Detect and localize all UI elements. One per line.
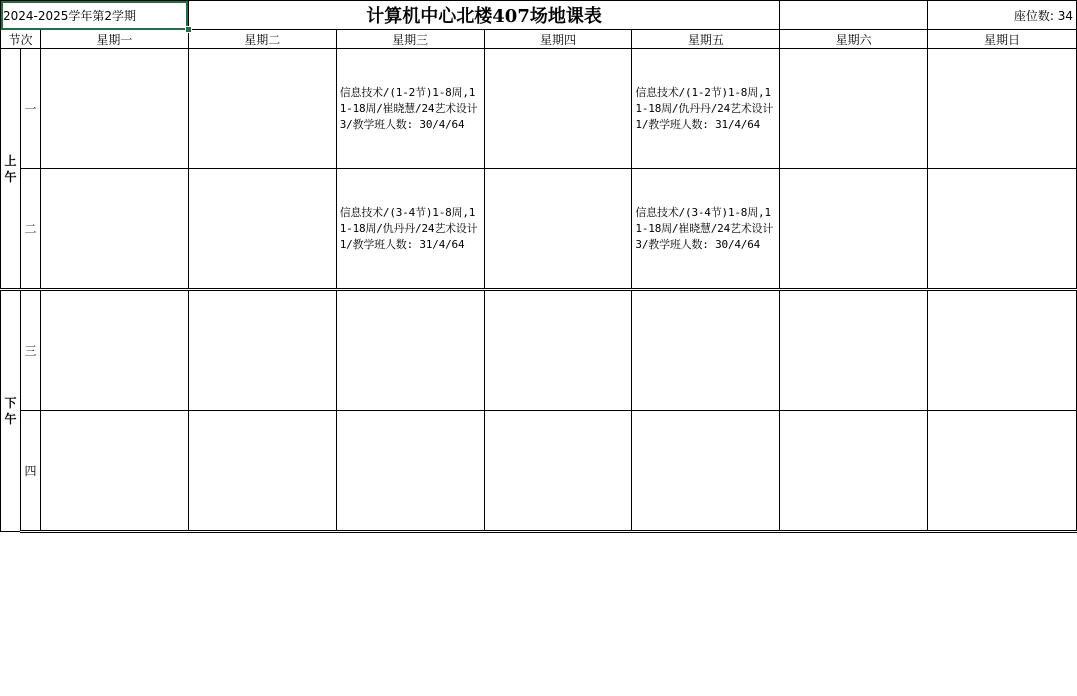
course-text: 信息技术/(1-2节)1-8周,11-18周/崔晓慧/24艺术设计3/教学班人数: 30/4/64 — [339, 85, 478, 131]
afternoon-label-cell[interactable] — [1, 290, 21, 532]
sheet-title-cell[interactable] — [188, 1, 779, 30]
schedule-cell[interactable] — [928, 290, 1077, 411]
schedule-cell[interactable] — [336, 411, 484, 532]
schedule-cell[interactable] — [40, 290, 188, 411]
period-row-1 — [1, 49, 1077, 169]
day-header-mon[interactable] — [40, 30, 188, 49]
period-row-2 — [1, 169, 1077, 290]
day-header-thu[interactable] — [484, 30, 632, 49]
schedule-cell[interactable] — [188, 290, 336, 411]
schedule-cell[interactable] — [780, 169, 928, 290]
day-label: 星期一 — [96, 32, 133, 47]
schedule-cell[interactable] — [40, 169, 188, 290]
schedule-cell[interactable] — [484, 49, 632, 169]
period-header-cell[interactable] — [1, 30, 41, 49]
schedule-cell[interactable] — [40, 49, 188, 169]
period-number: 一 — [24, 102, 37, 116]
term-text: 2024-2025学年第2学期 — [3, 8, 137, 23]
day-label: 星期四 — [539, 32, 576, 47]
day-header-row — [1, 30, 1077, 49]
day-header-fri[interactable] — [632, 30, 780, 49]
title-row — [1, 1, 1077, 30]
period-header-label: 节次 — [8, 32, 33, 47]
morning-label-cell[interactable] — [1, 49, 21, 290]
course-text: 信息技术/(3-4节)1-8周,11-18周/仇丹丹/24艺术设计1/教学班人数: 31/4/64 — [339, 205, 478, 251]
schedule-cell[interactable] — [780, 49, 928, 169]
schedule-cell[interactable] — [928, 49, 1077, 169]
fill-handle[interactable] — [185, 26, 192, 33]
schedule-cell[interactable] — [484, 411, 632, 532]
schedule-cell[interactable] — [40, 411, 188, 532]
morning-label: 上午 — [4, 153, 17, 184]
period-number-cell[interactable] — [20, 290, 40, 411]
schedule-cell[interactable] — [188, 411, 336, 532]
seats-cell[interactable] — [928, 1, 1077, 30]
period-number-cell[interactable] — [20, 49, 40, 169]
period-number-cell[interactable] — [20, 411, 40, 532]
day-header-tue[interactable] — [188, 30, 336, 49]
period-number: 四 — [24, 464, 37, 478]
period-number-cell[interactable] — [20, 169, 40, 290]
sheet-title: 计算机中心北楼407场地课表 — [366, 6, 602, 27]
schedule-cell[interactable] — [336, 49, 484, 169]
schedule-cell[interactable] — [336, 290, 484, 411]
period-row-3 — [1, 290, 1077, 411]
day-label: 星期五 — [687, 32, 724, 47]
schedule-cell[interactable] — [632, 411, 780, 532]
schedule-cell[interactable] — [484, 290, 632, 411]
schedule-cell[interactable] — [188, 49, 336, 169]
schedule-cell[interactable] — [484, 169, 632, 290]
term-cell[interactable] — [1, 1, 189, 30]
day-header-wed[interactable] — [336, 30, 484, 49]
schedule-cell[interactable] — [928, 169, 1077, 290]
schedule-cell[interactable] — [336, 169, 484, 290]
schedule-cell[interactable] — [188, 169, 336, 290]
afternoon-label: 下午 — [4, 396, 17, 426]
day-label: 星期二 — [244, 32, 281, 47]
day-label: 星期日 — [984, 32, 1021, 47]
schedule-cell[interactable] — [780, 290, 928, 411]
course-text: 信息技术/(1-2节)1-8周,11-18周/仇丹丹/24艺术设计1/教学班人数: 31/4/64 — [635, 85, 774, 131]
day-header-sat[interactable] — [780, 30, 928, 49]
schedule-cell[interactable] — [632, 49, 780, 169]
course-text: 信息技术/(3-4节)1-8周,11-18周/崔晓慧/24艺术设计3/教学班人数: 30/4/64 — [635, 205, 774, 251]
seats-text: 座位数: 34 — [1013, 8, 1073, 23]
period-number: 二 — [24, 222, 37, 236]
schedule-cell[interactable] — [632, 290, 780, 411]
day-label: 星期三 — [392, 32, 429, 47]
day-label: 星期六 — [835, 32, 872, 47]
period-row-4 — [1, 411, 1077, 532]
period-number: 三 — [24, 344, 37, 358]
schedule-cell[interactable] — [928, 411, 1077, 532]
blank-title-cell[interactable] — [780, 1, 928, 30]
schedule-cell[interactable] — [632, 169, 780, 290]
day-header-sun[interactable] — [928, 30, 1077, 49]
schedule-cell[interactable] — [780, 411, 928, 532]
